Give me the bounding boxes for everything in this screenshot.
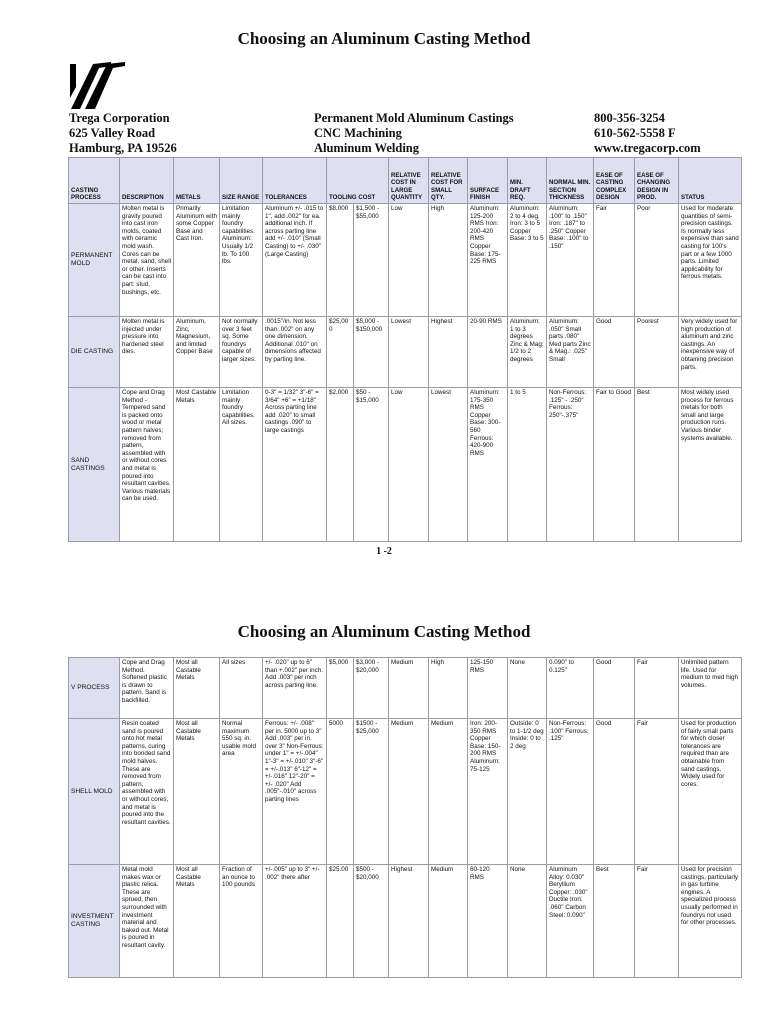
- row-size-range: Fraction of an ounce to 100 pounds: [220, 865, 263, 978]
- row-metals: Most all Castable Metals: [174, 719, 220, 865]
- row-process: DIE CASTING: [69, 317, 120, 388]
- row-description: Cope and Drag Method - Tempered sand is packed onto wood or metal pattern halves; removed from pattern, assembled with or without cores and metal is poured into resultant cavities. Various materials can be used.: [120, 388, 174, 542]
- table-row: [69, 317, 742, 388]
- row-size-range: All sizes: [220, 658, 263, 719]
- row-ease-complex: Fair: [594, 204, 635, 317]
- row-surface-finish: Aluminum: 125-200 RMS Iron: 200-420 RMS Copper Base: 175-225 RMS: [468, 204, 508, 317]
- row-ease-changing: Best: [635, 388, 679, 542]
- row-tooling-cost-a: 5000: [327, 719, 354, 865]
- col-header: TOLERANCES: [263, 158, 327, 204]
- row-ease-changing: Poorest: [635, 317, 679, 388]
- row-ease-changing: Fair: [635, 658, 679, 719]
- row-cost-small: High: [429, 204, 468, 317]
- col-header: NORMAL MIN. SECTION THICKNESS: [547, 158, 594, 204]
- contact-web[interactable]: www.tregacorp.com: [594, 141, 701, 155]
- row-status: Unlimited pattern life. Used for medium to med high volumes.: [679, 658, 742, 719]
- trega-logo-icon: [69, 62, 125, 110]
- row-tooling-cost-a: $5,000: [327, 658, 354, 719]
- row-tooling-cost-b: $500 - $20,000: [354, 865, 389, 978]
- row-cost-large: Lowest: [389, 317, 429, 388]
- row-draft: Outside: 0 to 1-1/2 deg Inside: 0 to 2 deg: [508, 719, 547, 865]
- table-row: [69, 658, 742, 719]
- col-header: EASE OF CASTING COMPLEX DESIGN: [594, 158, 635, 204]
- row-tooling-cost-b: $50 - $15,000: [354, 388, 389, 542]
- row-surface-finish: 125-150 RMS: [468, 658, 508, 719]
- row-metals: Aluminum, Zinc, Magnesium, and limited Copper Base: [174, 317, 220, 388]
- page-number: 1 -2: [376, 546, 392, 557]
- table-row: [69, 204, 742, 317]
- row-cost-small: Highest: [429, 317, 468, 388]
- row-metals: Most all Castable Metals: [174, 658, 220, 719]
- row-cost-small: Medium: [429, 865, 468, 978]
- company-address-line1: 625 Valley Road: [69, 126, 156, 140]
- row-draft: None: [508, 865, 547, 978]
- row-surface-finish: 20-90 RMS: [468, 317, 508, 388]
- row-description: Molten metal is injected under pressure into hardened steel dies.: [120, 317, 174, 388]
- col-header: SIZE RANGE: [220, 158, 263, 204]
- row-tooling-cost-b: $1500 - $25,000: [354, 719, 389, 865]
- row-cost-small: High: [429, 658, 468, 719]
- row-status: Used for precision castings, particularly in gas turbine engines. A specialized process usually performed in foundrys not used for other processes.: [679, 865, 742, 978]
- row-tolerances: Ferrous: +/- .008" per in. 5000 up to 3" Add .003" per in. over 3" Non-Ferrous: under 1" = +/-.004" 1"-3" = +/-.010" 3"-6" = +/-.013" 6"-12" = +/-.016" 12"-20" = +/- .020" Add .005"-.010" across parting lines: [263, 719, 327, 865]
- row-cost-large: Medium: [389, 719, 429, 865]
- row-cost-large: Highest: [389, 865, 429, 978]
- col-header: EASE OF CHANGING DESIGN IN PROD.: [635, 158, 679, 204]
- row-cost-small: Medium: [429, 719, 468, 865]
- row-ease-complex: Best: [594, 865, 635, 978]
- col-header: METALS: [174, 158, 220, 204]
- row-ease-changing: Fair: [635, 865, 679, 978]
- row-cost-large: Medium: [389, 658, 429, 719]
- row-status: Used for moderate quantities of semi-precision castings. Is normally less expensive than sand casting for 100's part or a few 1000 parts. Limited applicability for ferrous metals.: [679, 204, 742, 317]
- company-name: Trega Corporation: [69, 111, 170, 125]
- row-draft: None: [508, 658, 547, 719]
- service-item: Permanent Mold Aluminum Castings: [314, 111, 514, 125]
- table-row: [69, 865, 742, 978]
- row-size-range: Not normally over 3 feet sq. Some foundrys capable of larger sizes.: [220, 317, 263, 388]
- table-row: [69, 719, 742, 865]
- row-ease-changing: Fair: [635, 719, 679, 865]
- row-process: PERMANENT MOLD: [69, 204, 120, 317]
- contact-fax: 610-562-5558 F: [594, 126, 676, 140]
- table-header-row: [69, 158, 742, 204]
- row-process: INVESTMENT CASTING: [69, 865, 120, 978]
- page-title: Choosing an Aluminum Casting Method: [237, 29, 531, 48]
- row-tolerances: Aluminum +/- .015 to 1", add .002" for ea. additional inch. If across parting line add +/- .010" (Small Casting) to +/- .030" (Large Casting): [263, 204, 327, 317]
- row-tooling-cost-a: $25.00: [327, 865, 354, 978]
- row-metals: Most all Castable Metals: [174, 865, 220, 978]
- row-description: Resin coated sand is poured onto hot metal patterns, curing into bonded sand mold halves. These are removed from pattern, assembled with or without cores, and metal is poured into the resultant cavities.: [120, 719, 174, 865]
- row-metals: Most Castable Metals: [174, 388, 220, 542]
- row-tolerances: +/-.005" up to 3" +/- .002" there after: [263, 865, 327, 978]
- row-description: Metal mold makes wax or plastic relica. These are sprued, then surrounded with investment material and baked out. Metal is poured in resultant cavity.: [120, 865, 174, 978]
- row-tolerances: +/- .020" up to 6" than +.002" per inch. Add .003" per inch across parting line.: [263, 658, 327, 719]
- casting-table-page2: [68, 657, 742, 978]
- row-status: Very widely used for high production of aluminum and zinc castings. An inexpensive way of obtaining precision parts.: [679, 317, 742, 388]
- row-tooling-cost-a: $25,000: [327, 317, 354, 388]
- company-address-line2: Hamburg, PA 19526: [69, 141, 177, 155]
- row-tolerances: .0015"/in. Not less than .002" on any one dimension. Additional .010" on dimensions affected by parting line.: [263, 317, 327, 388]
- row-ease-changing: Poor: [635, 204, 679, 317]
- row-thickness: Aluminum: .100" to .150" Iron: .187" to .250" Copper Base: .100" to .150": [547, 204, 594, 317]
- company-block: [69, 111, 177, 156]
- row-size-range: Normal maximum 550 sq. in. usable mold area: [220, 719, 263, 865]
- row-thickness: Non-Ferrous: .125" - .250" Ferrous: 250"-.375": [547, 388, 594, 542]
- contact-phone: 800-356-3254: [594, 111, 665, 125]
- row-cost-large: Low: [389, 388, 429, 542]
- col-header: RELATIVE COST FOR SMALL QTY.: [429, 158, 468, 204]
- row-thickness: 0.090" to 0.125": [547, 658, 594, 719]
- row-cost-small: Lowest: [429, 388, 468, 542]
- row-description: Molten metal is gravity poured into cast iron molds, coated with ceramic mold wash. Cores can be metal, sand, shell or other. Inserts can be cast into part: stud, bushings, etc.: [120, 204, 174, 317]
- contact-block: [594, 111, 701, 156]
- row-tooling-cost-b: $1,500 - $55,000: [354, 204, 389, 317]
- col-header: MIN. DRAFT REQ.: [508, 158, 547, 204]
- row-status: Most widely used process for ferrous metals for both small and large production runs. Various binder systems available.: [679, 388, 742, 542]
- row-surface-finish: 60-120 RMS: [468, 865, 508, 978]
- service-item: Aluminum Welding: [314, 141, 420, 155]
- row-draft: Aluminum: 1 to 3 degrees Zinc & Mag: 1/2 to 2 degrees: [508, 317, 547, 388]
- services-block: [314, 111, 514, 156]
- row-ease-complex: Good: [594, 658, 635, 719]
- row-thickness: Aluminum Alloy: 0.030" Beryllium Copper: .030" Ductile Iron: .060" Carbon Steel: 0.090": [547, 865, 594, 978]
- row-thickness: Non-Ferrous: .100" Ferrous: .125": [547, 719, 594, 865]
- col-header: SURFACE FINISH: [468, 158, 508, 204]
- col-header: STATUS: [679, 158, 742, 204]
- row-ease-complex: Fair to Good: [594, 388, 635, 542]
- row-cost-large: Low: [389, 204, 429, 317]
- col-header: CASTING PROCESS: [69, 158, 120, 204]
- col-header: RELATIVE COST IN LARGE QUANTITY: [389, 158, 429, 204]
- row-tooling-cost-a: $2,000: [327, 388, 354, 542]
- row-ease-complex: Good: [594, 317, 635, 388]
- row-thickness: Aluminum: .050" Small parts .080" Med parts Zinc & Mag.: .025" Small: [547, 317, 594, 388]
- table-row: [69, 388, 742, 542]
- page-title: Choosing an Aluminum Casting Method: [237, 622, 531, 641]
- row-process: SHELL MOLD: [69, 719, 120, 865]
- row-tolerances: 0-3" = 1/32" 3"-6" = 3/64" +6" = +1/18" Across parting line add .020" to small castings .090" to large castings: [263, 388, 327, 542]
- row-description: Cope and Drag Method. Softened plastic is drawn to pattern. Sand is backfilled.: [120, 658, 174, 719]
- row-ease-complex: Good: [594, 719, 635, 865]
- row-size-range: Limitation mainly foundry capabilities. Aluminum: Usually 1/2 lb. To 100 lbs.: [220, 204, 263, 317]
- row-draft: Aluminum: 2 to 4 deg. Iron: 3 to 5 Copper Base: 3 to 5: [508, 204, 547, 317]
- row-process: SAND CASTINGS: [69, 388, 120, 542]
- row-tooling-cost-b: $3,000 - $20,000: [354, 658, 389, 719]
- row-tooling-cost-b: $5,000 - $150,000: [354, 317, 389, 388]
- service-item: CNC Machining: [314, 126, 402, 140]
- casting-table-page1: [68, 157, 742, 542]
- row-status: Used for production of fairly small parts for which closer tolerances are required than are obtainable from sand castings. Widely used for cores.: [679, 719, 742, 865]
- row-size-range: Limitation mainly foundry capabilities. All sizes.: [220, 388, 263, 542]
- row-surface-finish: Aluminum: 175-350 RMS Copper Base: 300-560 Ferrous: 420-900 RMS: [468, 388, 508, 542]
- row-tooling-cost-a: $8,000: [327, 204, 354, 317]
- row-process: V PROCESS: [69, 658, 120, 719]
- row-surface-finish: Iron: 200-350 RMS Copper Base: 150-200 RMS Aluminum: 75-125: [468, 719, 508, 865]
- row-draft: 1 to 5: [508, 388, 547, 542]
- col-header: TOOLING COST: [327, 158, 389, 204]
- row-metals: Primarily Aluminum with some Copper Base and Cast Iron.: [174, 204, 220, 317]
- col-header: DESCRIPTION: [120, 158, 174, 204]
